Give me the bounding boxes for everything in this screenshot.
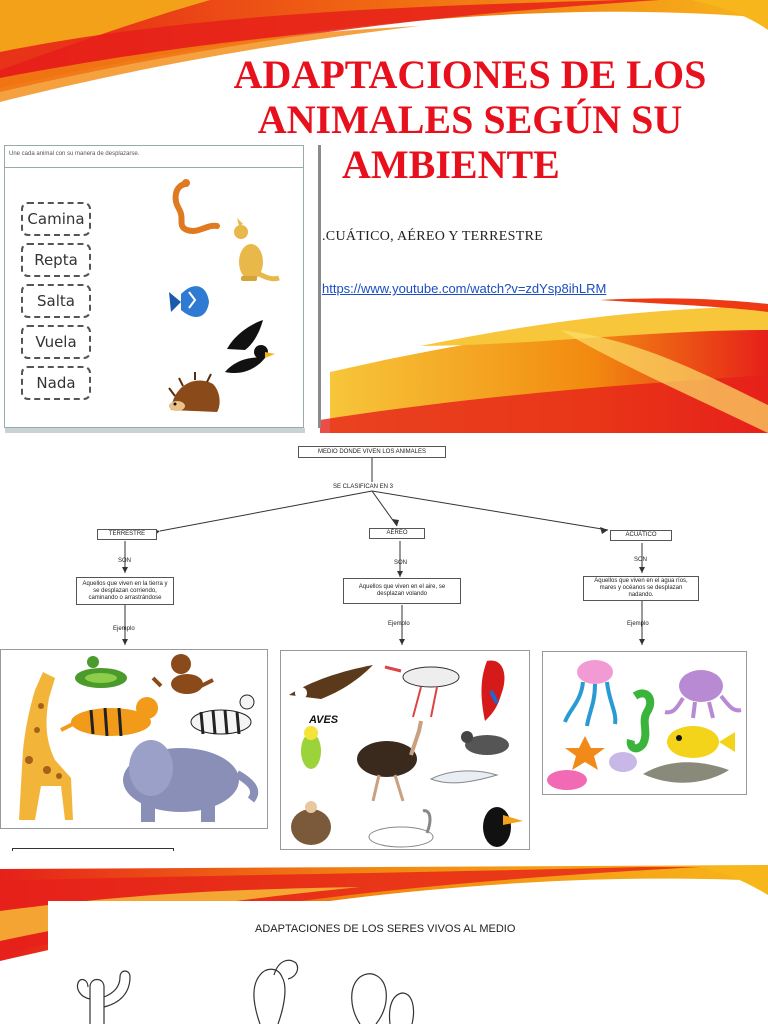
birds-image xyxy=(280,650,530,850)
son-label-aereo: SON xyxy=(394,560,408,566)
branch-aereo-box: AÉREO xyxy=(369,528,425,539)
eagle-illustration xyxy=(289,665,373,699)
sea-animals-image xyxy=(542,651,747,795)
desc-aereo-box: Aquellos que viven en el aire, se desplazan volando xyxy=(343,578,461,604)
youtube-link[interactable]: https://www.youtube.com/watch?v=zdYsp8ihLRM xyxy=(322,281,607,296)
title-line-1: ADAPTACIONES DE LOS xyxy=(233,52,707,97)
worksheet-instruction: Une cada animal con su manera de desplazarse. xyxy=(5,146,303,168)
slide-3-title: ADAPTACIONES DE LOS SERES VIVOS AL MEDIO xyxy=(255,923,516,935)
swan-illustration xyxy=(369,811,433,847)
ostrich-illustration xyxy=(357,721,421,801)
coral-illustration xyxy=(547,770,587,790)
yellow-fish-illustration xyxy=(667,726,735,758)
cactus-sketches xyxy=(60,947,460,1024)
aves-label: AVES xyxy=(309,714,339,726)
toucan-illustration xyxy=(483,807,523,847)
elephant-illustration xyxy=(123,740,254,822)
slide-subtitle: .CUÁTICO, AÉREO Y TERRESTRE xyxy=(322,229,544,244)
worksheet-animals-illustration xyxy=(155,174,305,424)
seahorse-illustration xyxy=(631,693,651,748)
branch-terrestre-box: TERRESTRE xyxy=(97,529,157,540)
octopus-illustration xyxy=(665,670,741,718)
worksheet-label-nada: Nada xyxy=(21,366,91,400)
budgie-illustration xyxy=(301,726,321,769)
giraffe-illustration xyxy=(19,672,73,820)
tiger-illustration xyxy=(61,697,158,736)
worksheet-label-repta: Repta xyxy=(21,243,91,277)
pigeon-illustration xyxy=(461,731,509,755)
black-bird-illustration xyxy=(225,320,275,373)
son-label-acuatico: SON xyxy=(634,557,648,563)
desc-terrestre-box: Aquellos que viven en la tierra y se desplazan corriendo, caminando o arrastrándose xyxy=(76,577,174,605)
hedgehog-illustration xyxy=(169,372,220,412)
worksheet-image xyxy=(4,145,304,428)
slide-1 xyxy=(0,0,768,433)
land-animals-image xyxy=(0,649,268,829)
example-label-acuatico: Ejemplo xyxy=(627,621,649,627)
seagull-illustration xyxy=(431,771,497,783)
kangaroo-illustration xyxy=(234,218,279,281)
cactus-sketch-2 xyxy=(254,960,298,1024)
classify-label: SE CLASIFICAN EN 3 xyxy=(333,484,394,490)
monkey-illustration xyxy=(153,654,213,694)
cactus-sketch-1 xyxy=(78,971,131,1024)
example-label-aereo: Ejemplo xyxy=(388,621,410,627)
desc-acuatico-box: Aquellos que viven en el agua ríos, mares y océanos se desplazan nadando. xyxy=(583,576,699,601)
slide-divider xyxy=(318,145,321,428)
example-label-terrestre: Ejemplo xyxy=(113,626,135,632)
clam-illustration xyxy=(609,752,637,772)
green-snake-illustration xyxy=(75,656,127,688)
worksheet-label-camina: Camina xyxy=(21,202,91,236)
slide-3 xyxy=(0,851,768,1024)
stingray-illustration xyxy=(643,762,729,782)
parrot-illustration xyxy=(482,660,505,721)
stork-illustration xyxy=(385,667,459,717)
concept-root-box: MEDIO DONDE VIVEN LOS ANIMALES xyxy=(298,446,446,458)
starfish-illustration xyxy=(565,736,605,770)
branch-acuatico-box: ACUÁTICO xyxy=(610,530,672,541)
worksheet-label-vuela: Vuela xyxy=(21,325,91,359)
worksheet-label-salta: Salta xyxy=(21,284,91,318)
jellyfish-illustration xyxy=(565,660,615,726)
slide-2-concept-map xyxy=(0,433,768,851)
cactus-sketch-3 xyxy=(352,974,414,1024)
vulture-illustration xyxy=(291,801,331,845)
title-line-3: AMBIENTE xyxy=(342,142,560,187)
snake-illustration xyxy=(176,184,217,231)
zebra-illustration xyxy=(191,695,254,734)
title-line-2: ANIMALES SEGÚN SU xyxy=(257,97,683,142)
son-label-terrestre: SON xyxy=(118,558,132,564)
fish-illustration xyxy=(169,286,209,317)
